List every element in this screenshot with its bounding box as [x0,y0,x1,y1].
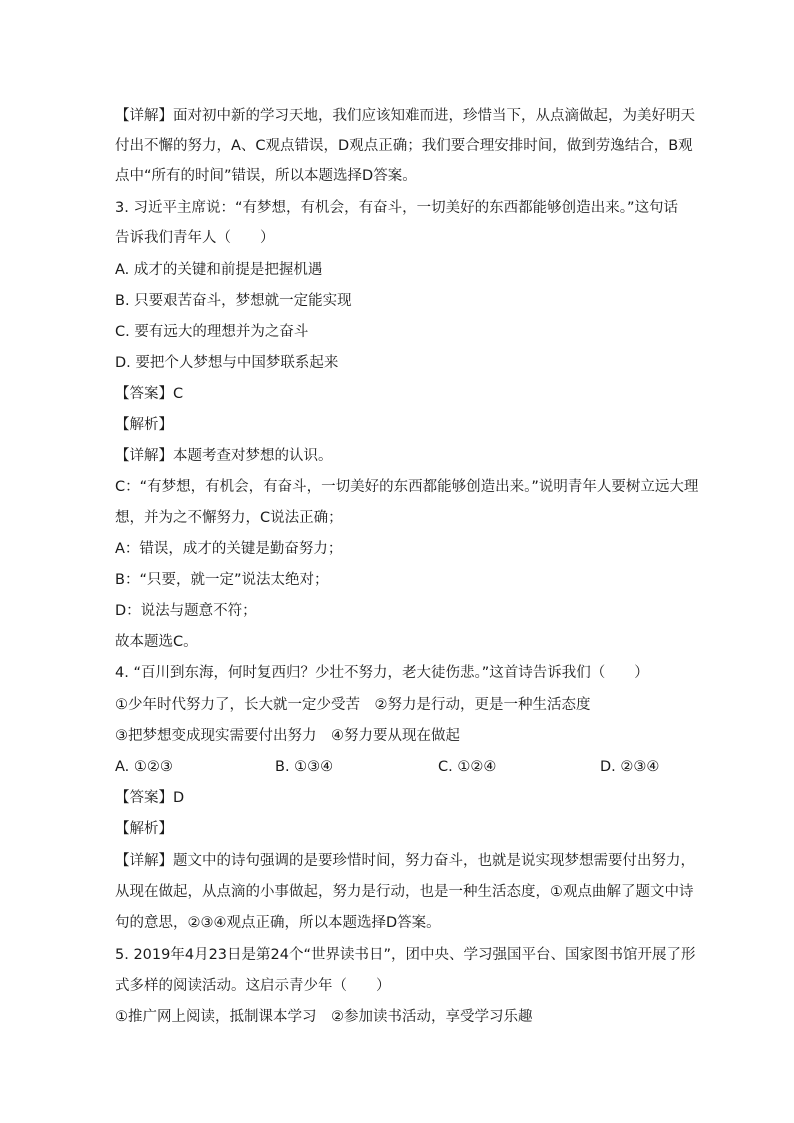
q4-statements-line-1: ①少年时代努力了，长大就一定少受苦 ②努力是行动，更是一种生活态度 [115,697,591,713]
q2-analysis-line-2: 付出不懈的努力，A、C观点错误，D观点正确；我们要合理安排时间，做到劳逸结合，B观 [115,138,693,154]
q3-analysis-line-1: 【详解】本题考查对梦想的认识。 [115,448,333,464]
q3-analysis-label: 【解析】 [115,417,173,433]
q4-option-c: C. ①②④ [438,759,497,775]
q4-analysis-label: 【解析】 [115,821,173,837]
q2-analysis-line-3: 点中“所有的时间”错误，所以本题选择D答案。 [115,168,417,184]
q3-answer: 【答案】C [115,386,184,402]
q4-analysis-line-1: 【详解】题文中的诗句强调的是要珍惜时间，努力奋斗，也就是说实现梦想需要付出努力， [115,853,695,869]
q3-analysis-line-6: D：说法与题意不符； [115,603,257,619]
q3-analysis-line-3: 想，并为之不懈努力，C说法正确； [115,510,343,526]
q4-analysis-line-2: 从现在做起，从点滴的小事做起，努力是行动，也是一种生活态度，①观点曲解了题文中诗 [115,884,694,900]
q4-answer: 【答案】D [115,790,185,806]
q3-analysis-line-7: 故本题选C。 [115,634,198,650]
q4-analysis-line-3: 句的意思，②③④观点正确，所以本题选择D答案。 [115,915,441,931]
q2-analysis-line-1: 【详解】面对初中新的学习天地，我们应该知难而进，珍惜当下，从点滴做起，为美好明天 [115,108,695,124]
q3-analysis-line-4: A：错误，成才的关键是勤奋努力； [115,541,343,557]
q3-option-c: C. 要有远大的理想并为之奋斗 [115,324,309,340]
q3-analysis-line-5: B：“只要，就一定”说法太绝对； [115,572,329,588]
q3-analysis-line-2: C：“有梦想，有机会，有奋斗，一切美好的东西都能够创造出来。”说明青年人要树立远大理 [115,479,699,495]
q4-stem: 4. “百川到东海，何时复西归？少壮不努力，老大徒伤悲。”这首诗告诉我们（ ） [115,665,649,681]
q3-option-b: B. 只要艰苦奋斗，梦想就一定能实现 [115,293,352,309]
q4-option-d: D. ②③④ [600,759,660,775]
q5-stem-line-1: 5. 2019年4月23日是第24个“世界读书日”，团中央、学习强国平台、国家图书馆开展了形 [115,947,696,963]
q5-stem-line-2: 式多样的阅读活动。这启示青少年（ ） [115,978,391,994]
q4-option-a: A. ①②③ [115,759,173,775]
q3-option-d: D. 要把个人梦想与中国梦联系起来 [115,355,339,371]
q4-statements-line-2: ③把梦想变成现实需要付出努力 ④努力要从现在做起 [115,728,460,744]
q3-stem-line-1: 3. 习近平主席说：“有梦想，有机会，有奋斗，一切美好的东西都能够创造出来。”这句话 [115,200,678,216]
q3-option-a: A. 成才的关键和前提是把握机遇 [115,262,323,278]
q3-stem-line-2: 告诉我们青年人（ ） [115,230,275,246]
q5-statements-line-1: ①推广网上阅读，抵制课本学习 ②参加读书活动，享受学习乐趣 [115,1009,533,1025]
q4-option-b: B. ①③④ [275,759,334,775]
